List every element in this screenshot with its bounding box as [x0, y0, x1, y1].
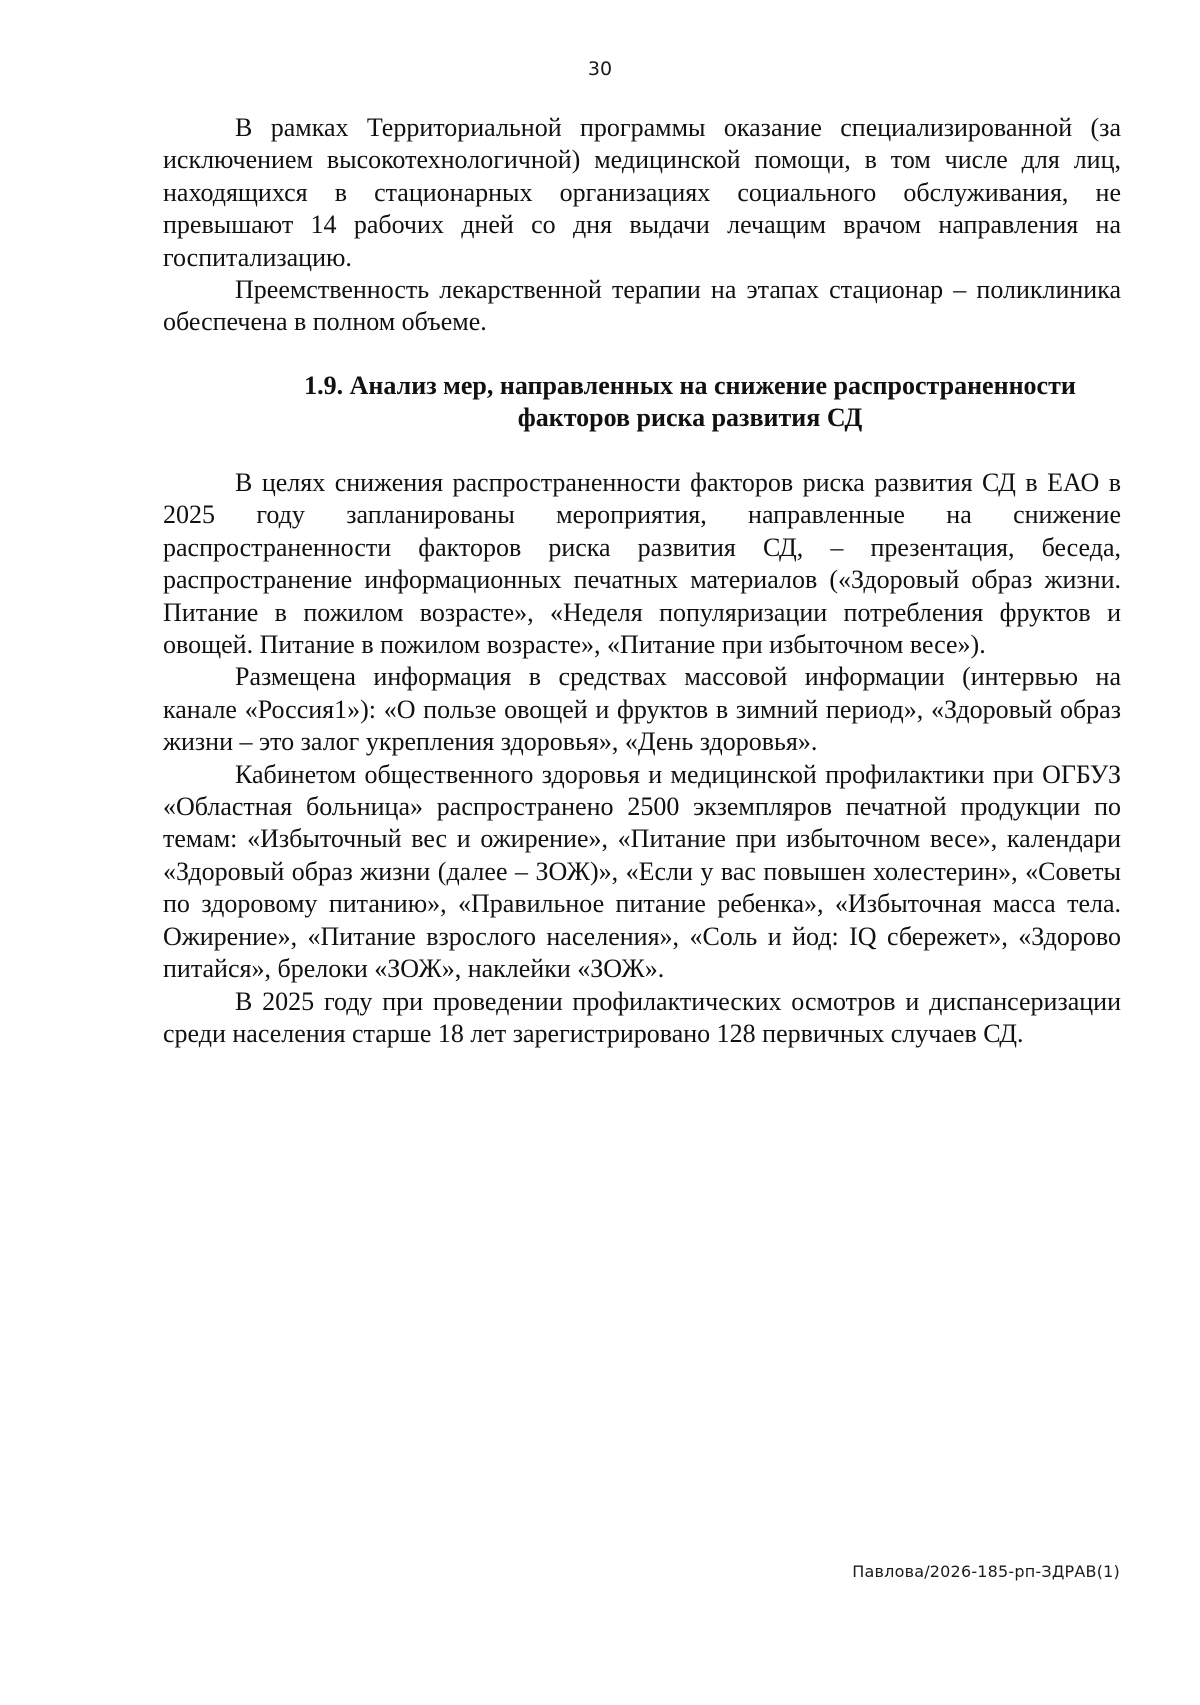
section-heading-line-1: 1.9. Анализ мер, направленных на снижение распространенности [304, 371, 1076, 400]
section-heading-line-2: факторов риска развития СД [517, 403, 863, 432]
paragraph-printed-materials: Кабинетом общественного здоровья и медицинской профилактики при ОГБУЗ «Областная больница» распространено 2500 экземпляров печатной продукции по темам: «Избыточный вес и ожирение», «Питание при избыточном весе», календари «Здоровый образ жизни (далее – ЗОЖ)», «Если у вас повышен холестерин», «Советы по здоровому питанию», «Правильное питание ребенка», «Избыточная масса тела. Ожирение», «Питание взрослого населения», «Соль и йод: IQ сбережет», «Здорово питайся», брелоки «ЗОЖ», наклейки «ЗОЖ». [163, 759, 1121, 984]
document-registration-code: Павлова/2026-185-рп-ЗДРАВ(1) [852, 1562, 1120, 1581]
section-text-block [163, 467, 1121, 1050]
paragraph-registered-cases: В 2025 году при проведении профилактических осмотров и диспансеризации среди населения старше 18 лет зарегистрировано 128 первичных случаев СД. [163, 986, 1121, 1048]
paragraph-specialized-care: В рамках Территориальной программы оказание специализированной (за исключением высокотехнологичной) медицинской помощи, в том числе для лиц, находящихся в стационарных организациях социального обслуживания, не превышают 14 рабочих дней со дня выдачи лечащим врачом направления на госпитализацию. [163, 113, 1121, 272]
paragraph-mass-media: Размещена информация в средствах массовой информации (интервью на канале «Россия1»): «О пользе овощей и фруктов в зимний период», «Здоровый образ жизни – это залог укрепления здоровья», «День здоровья». [163, 662, 1121, 757]
intro-text-block [163, 112, 1121, 339]
page-number: 30 [587, 58, 613, 80]
paragraph-planned-measures: В целях снижения распространенности факторов риска развития СД в ЕАО в 2025 году запланированы мероприятия, направленные на снижение распространенности факторов риска развития СД, – презентация, беседа, распространение информационных печатных материалов («Здоровый образ жизни. Питание в пожилом возрасте», «Неделя популяризации потребления фруктов и овощей. Питание в пожилом возрасте», «Питание при избыточном весе»). [163, 468, 1121, 660]
section-heading [163, 370, 1121, 434]
paragraph-therapy-continuity: Преемственность лекарственной терапии на этапах стационар – поликлиника обеспечена в полном объеме. [163, 275, 1121, 337]
